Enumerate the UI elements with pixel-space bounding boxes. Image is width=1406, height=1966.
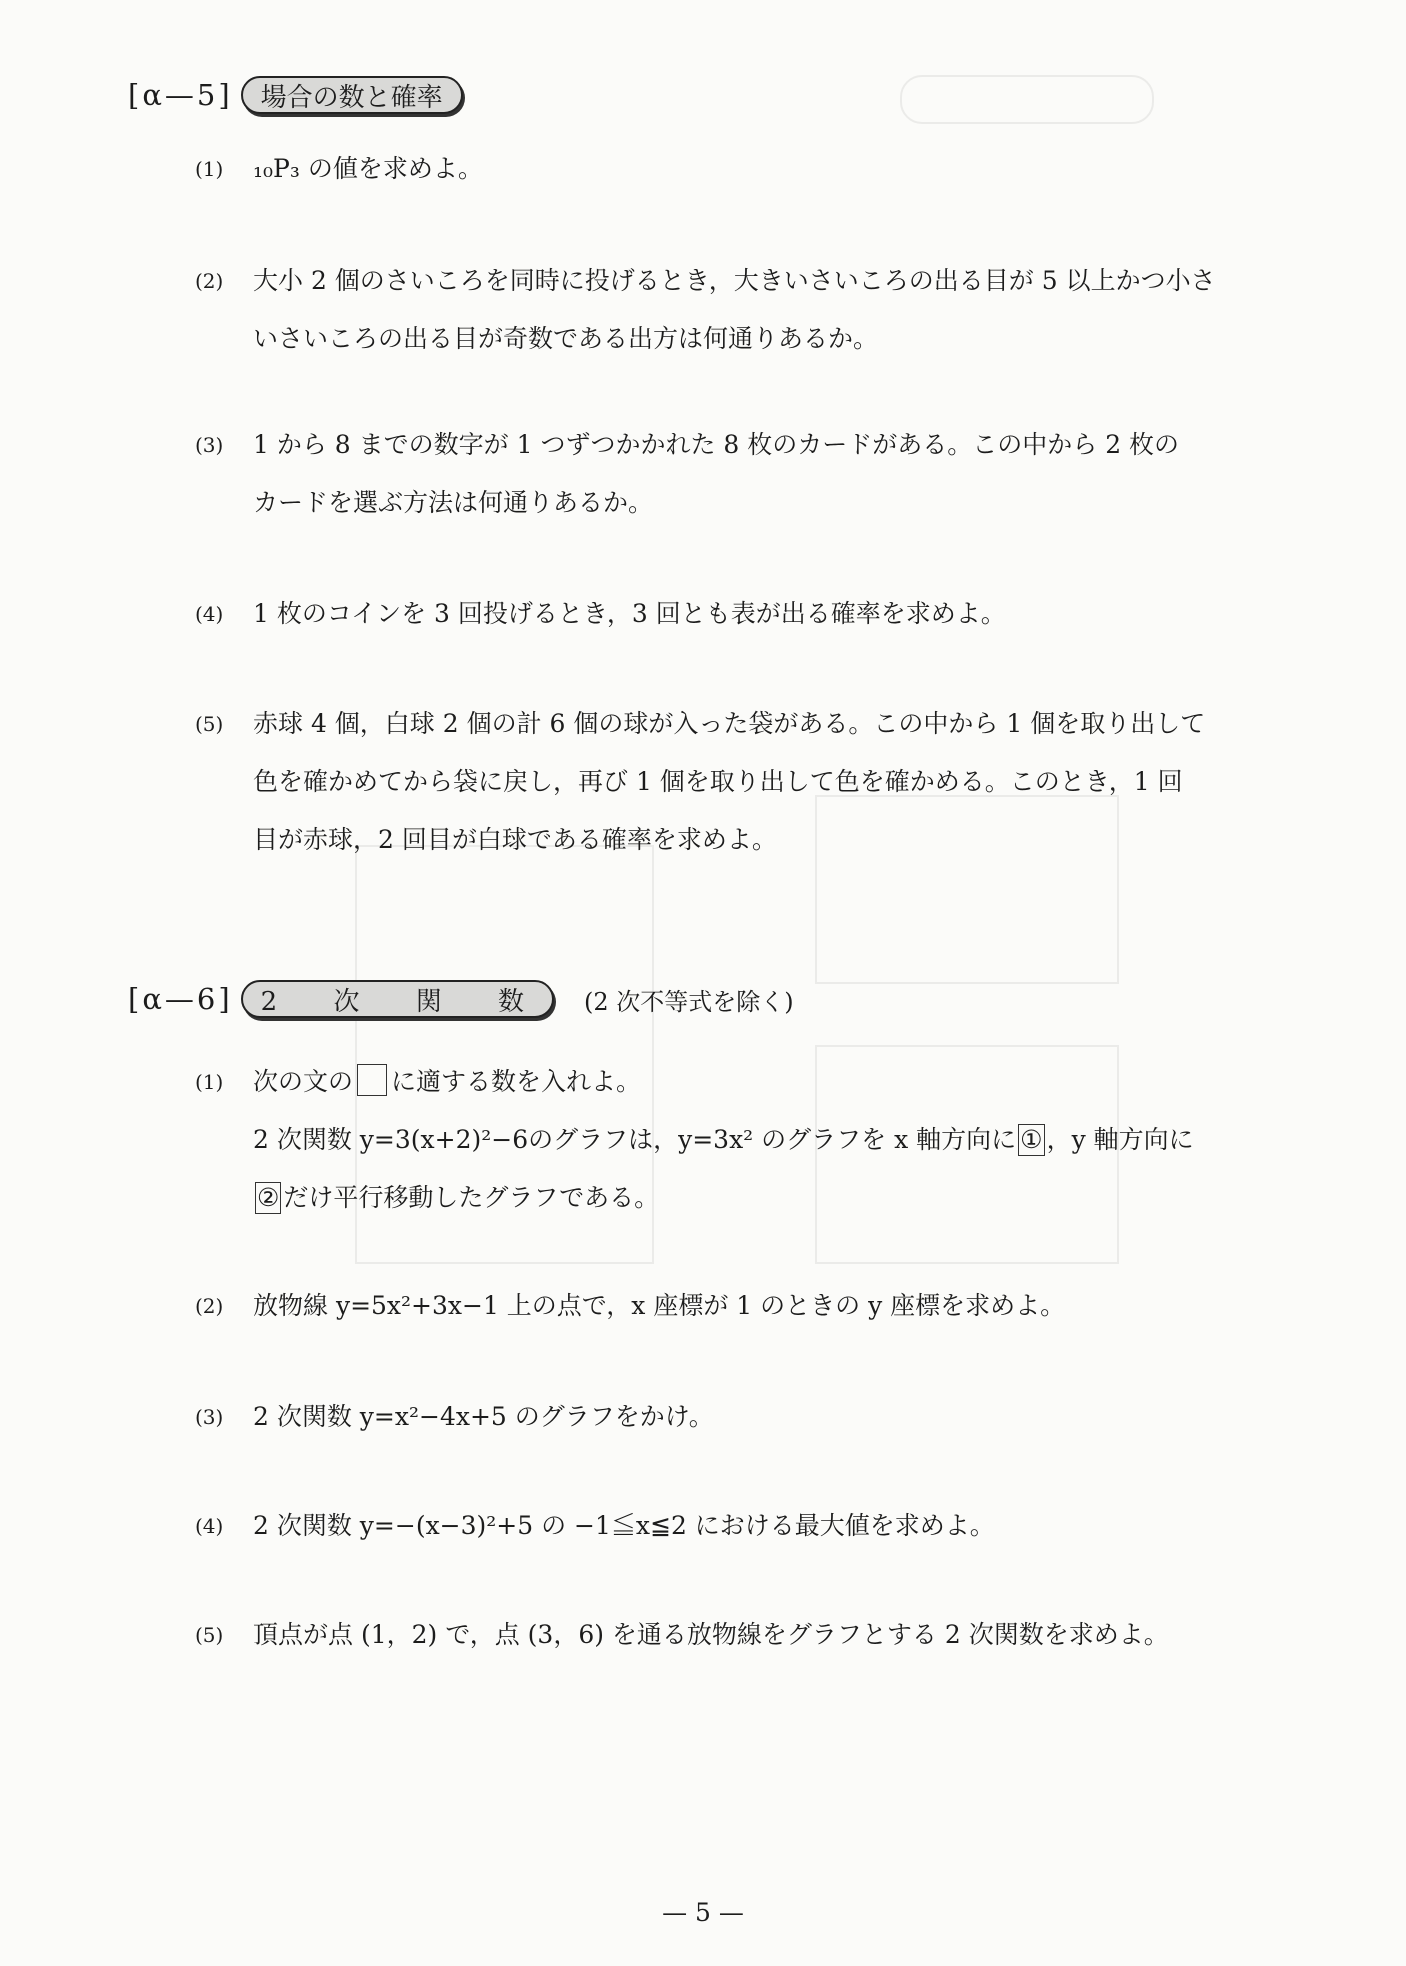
- question-text: 次の文の に適する数を入れよ。: [253, 1053, 1293, 1111]
- question-text: 目が赤球，2 回目が白球である確率を求めよ。: [253, 825, 777, 854]
- question-number: (2): [195, 1294, 224, 1318]
- question-number: (5): [195, 712, 224, 736]
- question-number: (3): [195, 433, 224, 457]
- question-a5-1: [195, 140, 1295, 198]
- section-label: [α—5]: [128, 78, 233, 112]
- question-a6-3: [195, 1388, 1295, 1446]
- section-header-a5: [128, 76, 463, 114]
- question-a5-2: [195, 252, 1295, 368]
- answer-box-1: ①: [1020, 1125, 1043, 1154]
- question-a5-5: [195, 695, 1295, 869]
- question-number: (5): [195, 1623, 224, 1647]
- question-text: ② だけ平行移動したグラフである。: [257, 1183, 660, 1212]
- answer-blank-box: [357, 1064, 387, 1096]
- question-text: 放物線 y=5x²+3x−1 上の点で，x 座標が 1 のときの y 座標を求めよ。: [253, 1291, 1066, 1320]
- question-text: ₁₀P₃ の値を求めよ。: [253, 154, 483, 183]
- question-number: (3): [195, 1405, 224, 1429]
- question-text: 2 次関数 y=3(x+2)²−6のグラフは，y=3x² のグラフを x 軸方向に ① ，y 軸方向に: [253, 1125, 1194, 1154]
- question-a6-5: [195, 1606, 1295, 1664]
- question-number: (4): [195, 1514, 224, 1538]
- answer-box-2: ②: [257, 1183, 280, 1212]
- question-text: いさいころの出る目が奇数である出方は何通りあるか。: [253, 324, 879, 353]
- question-number: (2): [195, 269, 224, 293]
- question-a6-4: [195, 1497, 1295, 1555]
- question-text: 頂点が点 (1，2) で，点 (3，6) を通る放物線をグラフとする 2 次関数を求めよ。: [253, 1620, 1169, 1649]
- question-a5-3: [195, 416, 1295, 532]
- section-title: 場合の数と確率: [241, 76, 463, 114]
- question-text: カードを選ぶ方法は何通りあるか。: [253, 488, 654, 517]
- section-label: [α—6]: [128, 982, 233, 1016]
- bleed-through-pill: [900, 75, 1154, 124]
- page-number: — 5 —: [662, 1898, 744, 1927]
- question-a5-4: [195, 585, 1295, 643]
- question-number: (1): [195, 157, 224, 181]
- question-a6-2: [195, 1277, 1295, 1335]
- question-a6-1: [195, 1053, 1295, 1227]
- question-text: 大小 2 個のさいころを同時に投げるとき，大きいさいころの出る目が 5 以上かつ小さ: [253, 266, 1216, 295]
- question-text: 1 枚のコインを 3 回投げるとき，3 回とも表が出る確率を求めよ。: [253, 599, 1006, 628]
- question-text: 色を確かめてから袋に戻し，再び 1 個を取り出して色を確かめる。このとき，1 回: [253, 767, 1183, 796]
- question-number: (1): [195, 1070, 224, 1094]
- question-text: 赤球 4 個，白球 2 個の計 6 個の球が入った袋がある。この中から 1 個を取り出して: [253, 709, 1206, 738]
- question-text: 2 次関数 y=−(x−3)²+5 の −1≦x≦2 における最大値を求めよ。: [253, 1511, 995, 1540]
- section-title: 2 次 関 数: [241, 980, 554, 1018]
- section-note: (2 次不等式を除く): [584, 987, 794, 1016]
- question-text: 2 次関数 y=x²−4x+5 のグラフをかけ。: [253, 1402, 714, 1431]
- question-number: (4): [195, 602, 224, 626]
- question-text: 1 から 8 までの数字が 1 つずつかかれた 8 枚のカードがある。この中から 2 枚の: [253, 430, 1180, 459]
- section-header-a6: [128, 980, 794, 1018]
